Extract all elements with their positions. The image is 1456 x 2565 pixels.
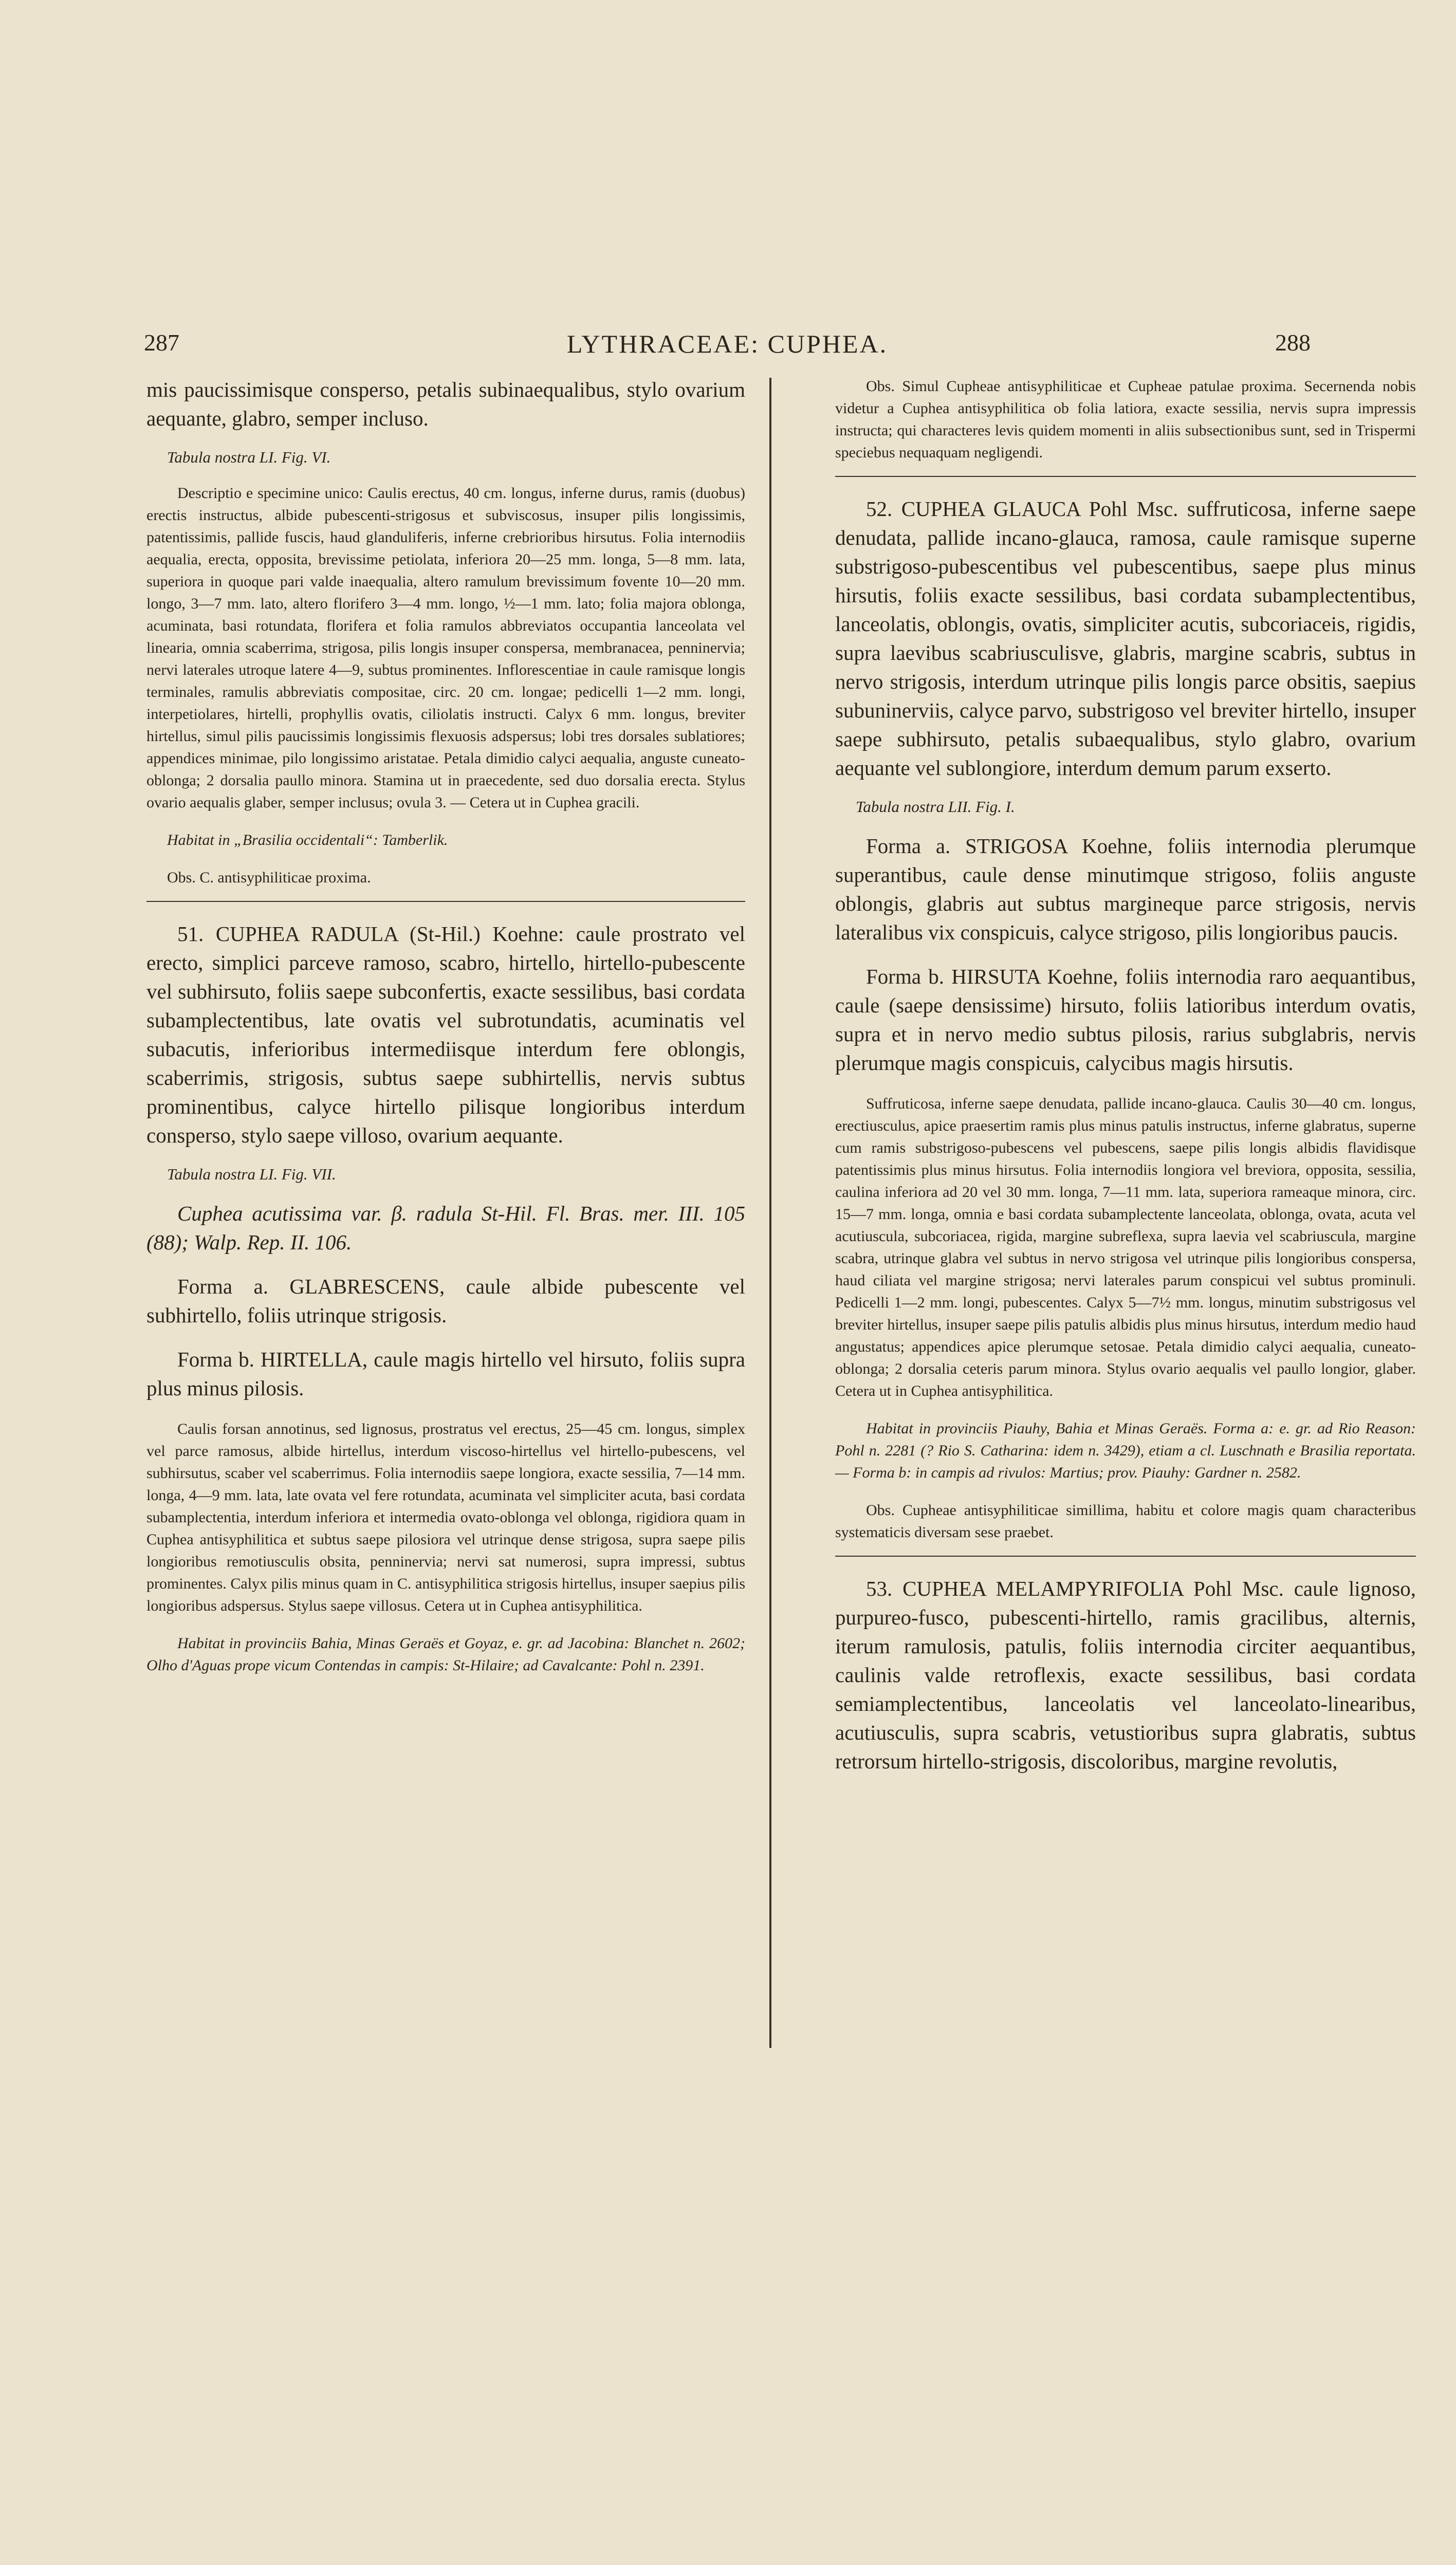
section-separator	[835, 476, 1416, 477]
observation-note: Obs. Simul Cupheae antisyphiliticae et Cupheae patulae proxima. Secernenda nobis videtur a Cuphea antisyphilitica ob folia latiora, exacte sessilia, nervis supra impressis instructa; qui characteres levis quidem momenti in aliis subsectionibus sunt, sed in Trispermi speciebus nequaquam negligendi.	[835, 378, 1416, 461]
species-52-heading: 52. CUPHEA GLAUCA Pohl Msc. suffruticosa, inferne saepe denudata, pallide incano-glauca, ramosa, caule ramisque superne substrigoso-pubescentibus vel pubescentibus, saepe plus minus hirsutis, foliis exacte sessilibus, basi cordata subamplectentibus, lanceolatis, oblongis, ovatis, simpliciter acutis, subcoriaceis, rigidis, supra laevibus scabriusculisve, glabris, margine scabris, subtus in nervo strigosis, interdum utrinque pilis longis parce obsitis, saepius subuninerviis, calyce parvo, substrigoso vel breviter hirtello, insuper saepe subhirsuto, petalis subaequalibus, stylo glabro, ovarium aequante vel sublongiore, interdum demum parum exserto.	[835, 497, 1416, 780]
section-separator	[835, 1556, 1416, 1557]
page-number-right: 288	[1275, 329, 1311, 356]
section-separator	[146, 901, 745, 902]
plate-reference: Tabula nostra LI. Fig. VI.	[167, 448, 331, 466]
page-header	[144, 329, 1311, 365]
description-paragraph: Suffruticosa, inferne saepe denudata, pallide incano-glauca. Caulis 30—40 cm. longus, erectiusculus, apice praesertim ramis plus minus patulis instructus, inferne glabratus, superne cum ramis substrigoso-pubescens vel pubescens, saepe pilis longis albidis flavidisque patentissimis plus minus hirsutus. Folia internodiis longiora vel breviora, opposita, sessilia, caulina inferiora ad 20 vel 30 mm. longa, 7—11 mm. lata, superiora rameaque minora, circ. 15—7 mm. longa, omnia e basi cordata subamplectente lanceolata, oblonga, ovata, acuta vel acutiuscula, subcoriacea, rigida, margine subreflexa, supra laevia vel scabriuscula, margine scabra, utrinque glabra vel subtus in nervo strigosa vel utrinque pilis longioribus conspersa, haud ciliata vel margine strigosa; nervi laterales parum conspicui vel subtus prominuli. Pedicelli 1—2 mm. longi, pubescentes. Calyx 5—7½ mm. longus, minutim substrigosus vel breviter hirtellus, insuper saepe pilis patulis albidis plus minus hirsutus, interdum medio haud angustatus; appendices apice plerumque setosae. Petala dimidio calyci aequalia, cuneato-oblonga; 2 dorsalia ceteris parum minora. Stylus ovario aequalis vel paullo longior, glaber. Cetera ut in Cuphea antisyphilitica.	[835, 1095, 1416, 1399]
habitat-note: Habitat in provinciis Piauhy, Bahia et Minas Geraës. Forma a: e. gr. ad Rio Reason: Pohl n. 2281 (? Rio S. Catharina: idem n. 3429), etiam a cl. Luschnath e Brasilia reportata. — Forma b: in campis ad rivulos: Martius; prov. Piauhy: Gardner n. 2582.	[835, 1420, 1416, 1481]
left-column	[146, 375, 745, 1676]
forma-a: Forma a. GLABRESCENS, caule albide pubescente vel subhirtello, foliis utrinque strigosis.	[146, 1275, 745, 1327]
plate-reference: Tabula nostra LI. Fig. VII.	[167, 1165, 336, 1183]
description-paragraph: Descriptio e specimine unico: Caulis erectus, 40 cm. longus, inferne durus, ramis (duobus) erectis instructus, albide pubescenti-strigosus et subviscosus, insuper pilis longissimis, patentissimis, pallide fuscis, haud glanduliferis, inferne crebrioribus hirsutus. Folia internodiis aequalia, erecta, opposita, brevissime petiolata, inferiora 20—25 mm. longa, 5—8 mm. lata, superiora in quoque pari valde inaequalia, altero ramulum brevissimum fovente 10—20 mm. longo, 3—7 mm. lato, altero florifero 3—4 mm. longo, ½—1 mm. lato; folia majora oblonga, acuminata, basi rotundata, florifera et folia ramulos abbreviatos occupantia lanceolata vel linearia, omnia scaberrima, strigosa, pilis longis insuper conspersa, membranacea, penninervia; nervi laterales utroque latere 4—9, subtus prominentes. Inflorescentiae in caule ramisque longis terminales, ramulis abbreviatis compositae, circ. 20 cm. longae; pedicelli 1—2 mm. longi, interpetiolares, hirtelli, prophyllis ovatis, ciliolatis instructi. Calyx 6 mm. longus, breviter hirtellus, simul pilis paucissimis longissimis flexuosis adspersus; lobi tres dorsales sublatiores; appendices minimae, pilo longissimo aristatae. Petala dimidio calyci aequalia, anguste cuneato-oblonga; 2 dorsalia paullo minora. Stamina ut in praecedente, sed duo dorsalia erecta. Stylus ovario aequalis glaber, semper inclusus; ovula 3. — Cetera ut in Cuphea gracili.	[146, 485, 745, 811]
species-51-heading: 51. CUPHEA RADULA (St-Hil.) Koehne: caule prostrato vel erecto, simplici parceve ramoso, scabro, hirtello, hirtello-pubescente vel subhirsuto, foliis saepe subconfertis, exacte sessilibus, basi cordata subamplectentibus, late ovatis vel subrotundatis, acuminatis vel subacutis, inferioribus intermediisque interdum fere oblongis, scaberrimis, strigosis, subtus saepe subhirtellis, nervis subtus prominentibus, calyce hirtello pilisque longioribus interdum consperso, stylo saepe villoso, ovarium aequante.	[146, 922, 745, 1147]
plate-reference: Tabula nostra LII. Fig. I.	[856, 798, 1015, 816]
habitat-note: Habitat in „Brasilia occidentali“: Tamberlik.	[167, 832, 448, 848]
species-53-heading: 53. CUPHEA MELAMPYRIFOLIA Pohl Msc. caule lignoso, purpureo-fusco, pubescenti-hirtello, ramis gracilibus, alternis, iterum ramulosis, patulis, foliis internodia circiter aequantibus, caulinis valde retroflexis, exacte sessilibus, basi cordata semiamplectentibus, lanceolatis vel lanceolato-linearibus, acutiusculis, supra scabris, vetustioribus supra glabratis, subtus retrorsum hirtello-strigosis, discoloribus, margine revolutis,	[835, 1577, 1416, 1773]
intro-paragraph: mis paucissimisque consperso, petalis subinaequalibus, stylo ovarium aequante, glabro, semper incluso.	[146, 378, 745, 430]
habitat-note: Habitat in provinciis Bahia, Minas Geraës et Goyaz, e. gr. ad Jacobina: Blanchet n. 2602; Olho d'Aguas prope vicum Contendas in campis: St-Hilaire; ad Cavalcante: Pohl n. 2391.	[146, 1635, 745, 1674]
page-number-left: 287	[144, 329, 179, 356]
observation-note: Obs. Cupheae antisyphiliticae simillima, habitu et colore magis quam characteribus systematicis diversam sese praebet.	[835, 1502, 1416, 1541]
forma-b: Forma b. HIRTELLA, caule magis hirtello vel hirsuto, foliis supra plus minus pilosis.	[146, 1348, 745, 1400]
column-divider	[769, 378, 771, 2048]
forma-a: Forma a. STRIGOSA Koehne, foliis internodia plerumque superantibus, caule dense minutimque strigoso, foliis anguste oblongis, glabris aut subtus margineque parce strigosis, nervis lateralibus vix conspicuis, calyce strigoso, pilis longioribus paucis.	[835, 834, 1416, 944]
forma-b: Forma b. HIRSUTA Koehne, foliis internodia raro aequantibus, caule (saepe densissime) hirsuto, foliis latioribus interdum ovatis, supra et in nervo medio subtus pilosis, rarius subglabris, nervis plerumque magis conspicuis, calycibus magis hirsutis.	[835, 965, 1416, 1075]
description-paragraph: Caulis forsan annotinus, sed lignosus, prostratus vel erectus, 25—45 cm. longus, simplex vel parce ramosus, albide hirtellus, interdum viscoso-hirtellus vel hirtello-pubescens, vel subhirsutus, scaber vel scaberrimus. Folia internodiis saepe longiora, exacte sessilia, 7—14 mm. longa, 4—9 mm. lata, late ovata vel fere rotundata, acuminata vel simpliciter acuta, basi cordata subamplectentia, interdum inferiora et intermedia ovato-oblonga vel oblonga, rigidiora quam in Cuphea antisyphilitica et subtus saepe pilosiora vel utrinque dense strigosa, supra saepe pilis longioribus remotiusculis obsita, penninervia; nervi sat numerosi, supra impressi, subtus prominentes. Calyx pilis minus quam in C. antisyphilitica strigosis hirtellus, insuper saepius pilis longioribus adspersus. Stylus saepe villosus. Cetera ut in Cuphea antisyphilitica.	[146, 1420, 745, 1614]
running-title: LYTHRACEAE: CUPHEA.	[566, 329, 888, 358]
observation-note: Obs. C. antisyphiliticae proxima.	[167, 869, 371, 886]
synonym-citation: Cuphea acutissima var. β. radula St-Hil. Fl. Bras. mer. III. 105 (88); Walp. Rep. II. 106.	[146, 1202, 745, 1254]
right-column	[835, 375, 1416, 1776]
